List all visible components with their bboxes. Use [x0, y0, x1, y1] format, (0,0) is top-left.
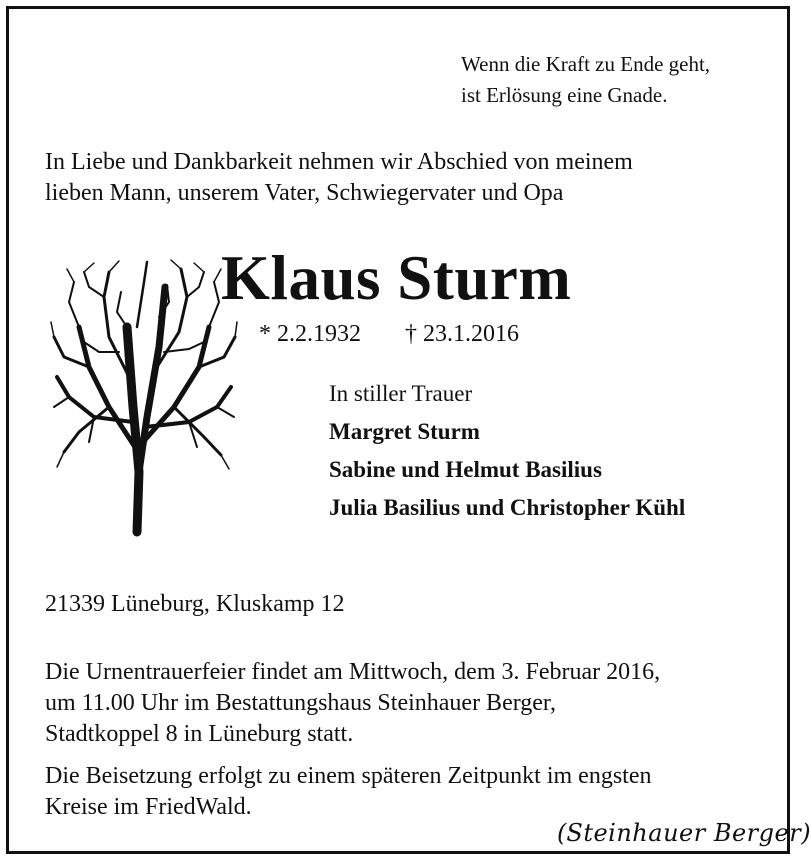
obituary-frame: [6, 6, 811, 854]
intro-line: In Liebe und Dankbarkeit nehmen wir Abschied von meinem: [45, 149, 633, 175]
burial-notice: [45, 761, 651, 823]
signature-text: Steinhauer Berger: [566, 819, 802, 847]
burial-line: Kreise im FriedWald.: [45, 794, 252, 820]
burial-line: Die Beisetzung erfolgt zu einem späteren Zeitpunkt im engsten: [45, 763, 652, 789]
bare-tree-icon: [49, 257, 239, 535]
ceremony-notice: [45, 657, 660, 750]
intro-line: lieben Mann, unserem Vater, Schwiegervater und Opa: [45, 180, 564, 206]
mourner-name: Sabine und Helmut Basilius: [329, 457, 602, 482]
ceremony-line: Stadtkoppel 8 in Lüneburg statt.: [45, 721, 354, 747]
motto-line: ist Erlösung eine Gnade.: [461, 83, 668, 107]
mourners-heading: In stiller Trauer: [329, 381, 473, 406]
motto: [461, 49, 710, 111]
death-date: † 23.1.2016: [405, 321, 519, 347]
mourners-block: [329, 375, 685, 527]
intro-text: [45, 147, 633, 209]
mourner-name: Margret Sturm: [329, 419, 480, 444]
birth-date: * 2.2.1932: [259, 321, 361, 347]
ceremony-line: Die Urnentrauerfeier findet am Mittwoch, dem 3. Februar 2016,: [45, 659, 661, 685]
life-dates: [259, 318, 519, 350]
motto-line: Wenn die Kraft zu Ende geht,: [461, 52, 711, 76]
deceased-name: Klaus Sturm: [221, 243, 572, 313]
address: 21339 Lüneburg, Kluskamp 12: [45, 591, 345, 617]
mourner-name: Julia Basilius und Christopher Kühl: [329, 495, 686, 520]
ceremony-line: um 11.00 Uhr im Bestattungshaus Steinhauer Berger,: [45, 690, 556, 716]
funeral-home-signature: (Steinhauer Berger): [557, 819, 811, 847]
